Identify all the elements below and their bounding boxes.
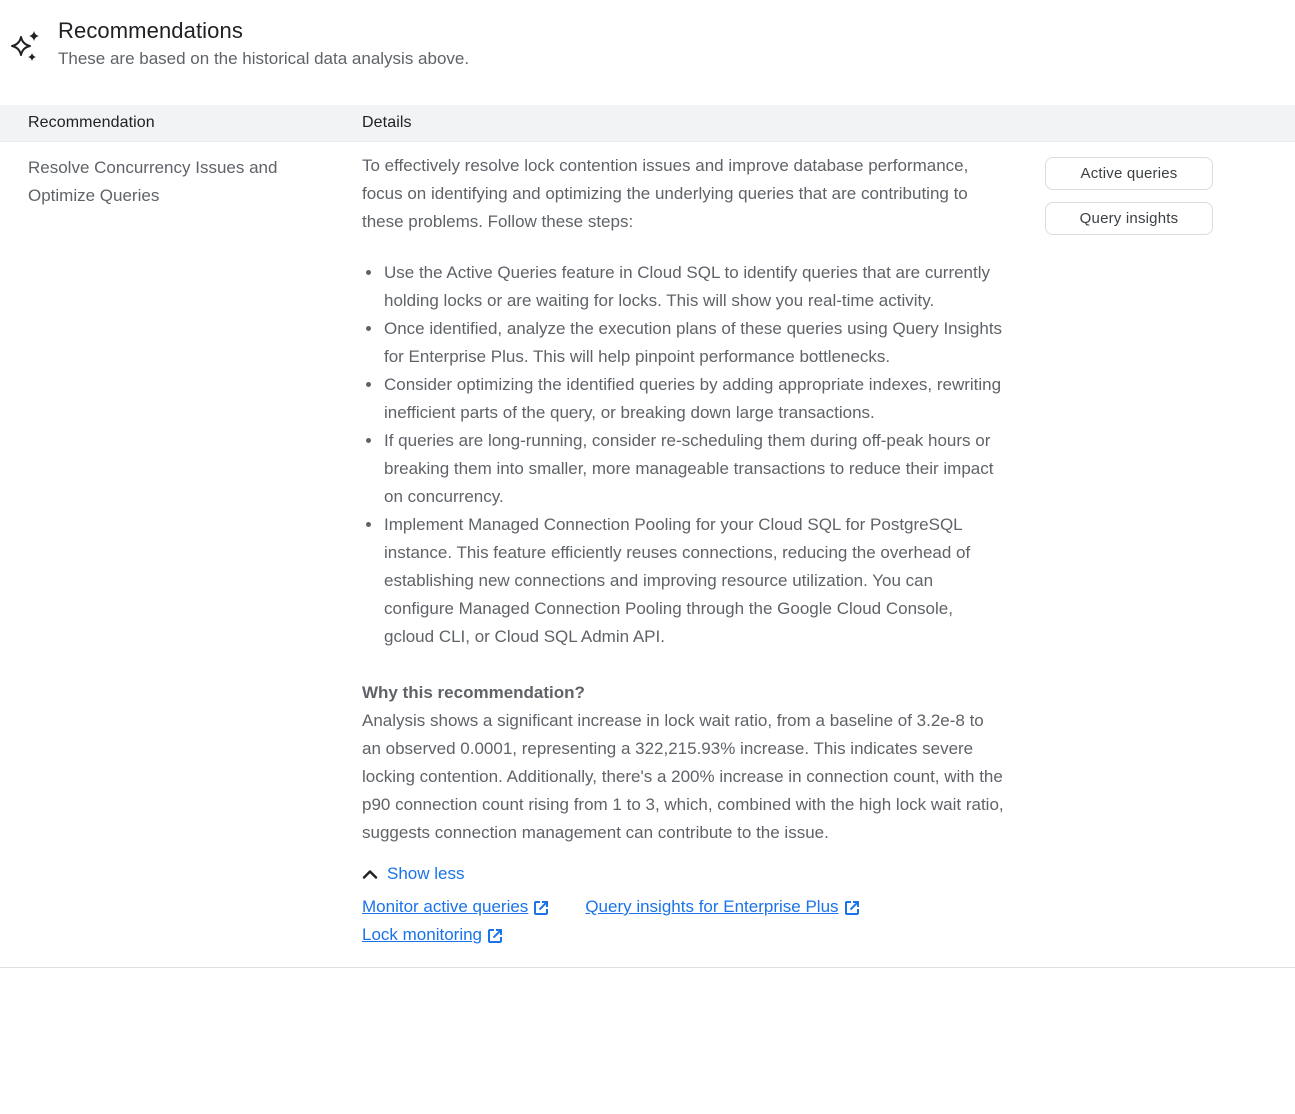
- link-query-insights-enterprise-plus[interactable]: [585, 893, 858, 921]
- recommendation-details: [362, 152, 1007, 949]
- recommendations-header: [0, 0, 1295, 72]
- link-label: Lock monitoring: [362, 925, 483, 944]
- show-less-label: Show less: [387, 864, 465, 883]
- details-steps-list: [362, 259, 1007, 651]
- active-queries-button[interactable]: Active queries: [1045, 157, 1213, 190]
- header-text: [58, 16, 469, 72]
- list-item: • Use the Active Queries feature in Cloud SQL to identify queries that are currently holding locks or are waiting for locks. This will show you real-time activity.: [383, 259, 1007, 315]
- gemini-sparkle-icon: [10, 29, 46, 69]
- link-monitor-active-queries[interactable]: [362, 893, 548, 921]
- show-less-toggle[interactable]: [362, 864, 464, 884]
- external-link-icon: [488, 927, 502, 943]
- table-header-row: [0, 105, 1295, 142]
- why-recommendation-heading: Why this recommendation?: [362, 683, 585, 702]
- page-subtitle: These are based on the historical data analysis above.: [58, 49, 470, 68]
- row-action-buttons: [1045, 152, 1213, 235]
- recommendations-table: [0, 105, 1295, 968]
- link-label: Monitor active queries: [362, 897, 529, 916]
- list-item: • If queries are long-running, consider re-scheduling them during off-peak hours or breaking them into smaller, more manageable transactions to reduce their impact on concurrency.: [383, 427, 1007, 511]
- link-label: Query insights for Enterprise Plus: [585, 897, 839, 916]
- external-link-icon: [845, 899, 859, 915]
- column-header-details: Details: [362, 114, 412, 131]
- list-item: • Once identified, analyze the execution plans of these queries using Query Insights for Enterprise Plus. This will help pinpoint performance bottlenecks.: [383, 315, 1007, 371]
- details-intro: To effectively resolve lock contention issues and improve database performance, focus on identifying and optimizing the underlying queries that are contributing to these problems. Follow these steps:: [362, 156, 969, 231]
- query-insights-button[interactable]: Query insights: [1045, 202, 1213, 235]
- why-recommendation-text: Analysis shows a significant increase in lock wait ratio, from a baseline of 3.2e-8 to an observed 0.0001, representing a 322,215.93% increase. This indicates severe locking contention. Additionally, there's a 200% increase in connection count, with the p90 connection count rising from 1 to 3, which, combined with the high lock wait ratio, suggests connection management can contribute to the issue.: [362, 711, 1004, 842]
- list-item: • Consider optimizing the identified queries by adding appropriate indexes, rewriting inefficient parts of the query, or breaking down large transactions.: [383, 371, 1007, 427]
- page-title: Recommendations: [58, 18, 243, 43]
- list-item: • Implement Managed Connection Pooling for your Cloud SQL for PostgreSQL instance. This feature efficiently reuses connections, reducing the overhead of establishing new connections and improving resource utilization. You can configure Managed Connection Pooling through the Google Cloud Console, gcloud CLI, or Cloud SQL Admin API.: [383, 511, 1007, 651]
- chevron-up-icon: [362, 869, 378, 879]
- external-link-icon: [534, 899, 548, 915]
- column-header-recommendation: Recommendation: [28, 114, 155, 131]
- table-row: [0, 142, 1295, 968]
- link-lock-monitoring[interactable]: [362, 921, 502, 949]
- documentation-links: [362, 893, 1007, 949]
- recommendation-title: Resolve Concurrency Issues and Optimize Queries: [28, 158, 278, 205]
